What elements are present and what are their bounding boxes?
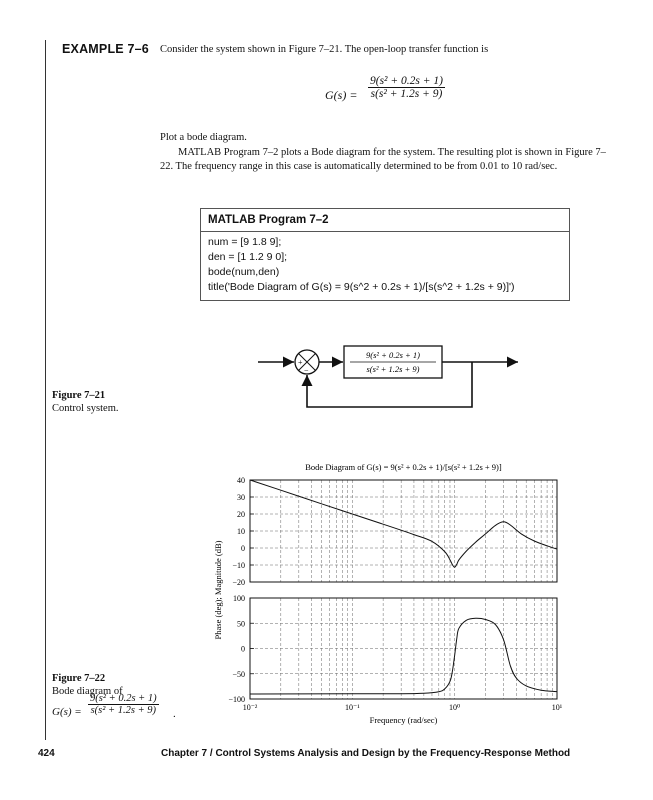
example-heading: EXAMPLE 7–6 (62, 42, 149, 56)
body-para: MATLAB Program 7–2 plots a Bode diagram for the system. The resulting plot is shown in Figure 7–22. The frequency range in this case is automatically determined to be from 0.01 to 10 rad/sec. (160, 146, 606, 172)
phase-tick-label: 0 (241, 644, 245, 654)
block-denominator: s(s² + 1.2s + 9) (366, 364, 420, 374)
phase-tick-label: −100 (228, 695, 245, 704)
matlab-title: MATLAB Program 7–2 (201, 209, 569, 232)
magnitude-tick-label: 10 (237, 527, 245, 536)
matlab-line: num = [9 1.8 9]; (208, 236, 282, 248)
figure-7-22-label: Figure 7–22 (52, 673, 106, 684)
magnitude-curve (250, 480, 557, 567)
figure-7-22-eq-period: . (173, 708, 176, 720)
magnitude-tick-label: −10 (232, 561, 245, 570)
body-line1: Plot a bode diagram. (160, 132, 247, 143)
page-number: 424 (38, 748, 55, 759)
magnitude-tick-label: 20 (237, 510, 245, 519)
sum-plus-sign: + (298, 358, 303, 367)
magnitude-tick-label: 0 (241, 544, 245, 553)
sum-minus-sign: − (304, 366, 309, 375)
x-tick-label: 10¹ (551, 703, 563, 712)
magnitude-tick-label: 40 (237, 476, 245, 485)
matlab-line: den = [1 1.2 9 0]; (208, 251, 288, 263)
phase-tick-label: 50 (237, 619, 245, 629)
x-axis-label: Frequency (rad/sec) (369, 715, 438, 725)
y-axis-label: Phase (deg); Magnitude (dB) (213, 540, 223, 640)
magnitude-tick-label: −20 (232, 578, 245, 587)
magnitude-tick-label: 30 (237, 493, 245, 502)
chapter-title: Chapter 7 / Control Systems Analysis and Design by the Frequency-Response Method (161, 748, 571, 759)
phase-tick-label: −50 (232, 669, 245, 679)
matlab-line: bode(num,den) (208, 266, 280, 278)
equation-denominator: s(s² + 1.2s + 9) (370, 88, 443, 100)
figure-7-21-text: Control system. (52, 403, 119, 414)
example-intro: Consider the system shown in Figure 7–21. The open-loop transfer function is (160, 44, 489, 55)
chart-title: Bode Diagram of G(s) = 9(s² + 0.2s + 1)/[s(s² + 1.2s + 9)] (305, 462, 502, 472)
equation-numerator: 9(s² + 0.2s + 1) (370, 75, 443, 87)
figure-7-22-eq-lhs: G(s) = (52, 706, 82, 718)
figure-7-22-eq-num: 9(s² + 0.2s + 1) (90, 693, 157, 704)
equation-lhs: G(s) = (325, 88, 358, 102)
figure-7-22-text: Bode diagram of (52, 686, 123, 697)
x-tick-label: 10⁻² (242, 703, 258, 712)
x-tick-label: 10⁰ (449, 703, 461, 712)
figure-7-21-label: Figure 7–21 (52, 390, 106, 401)
phase-tick-label: 100 (233, 594, 245, 603)
phase-curve (250, 618, 557, 694)
block-numerator: 9(s² + 0.2s + 1) (366, 350, 420, 360)
figure-7-22-eq-den: s(s² + 1.2s + 9) (90, 705, 157, 716)
x-tick-label: 10⁻¹ (345, 703, 360, 712)
matlab-line: title('Bode Diagram of G(s) = 9(s^2 + 0.2s + 1)/[s(s^2 + 1.2s + 9)]') (208, 281, 515, 293)
